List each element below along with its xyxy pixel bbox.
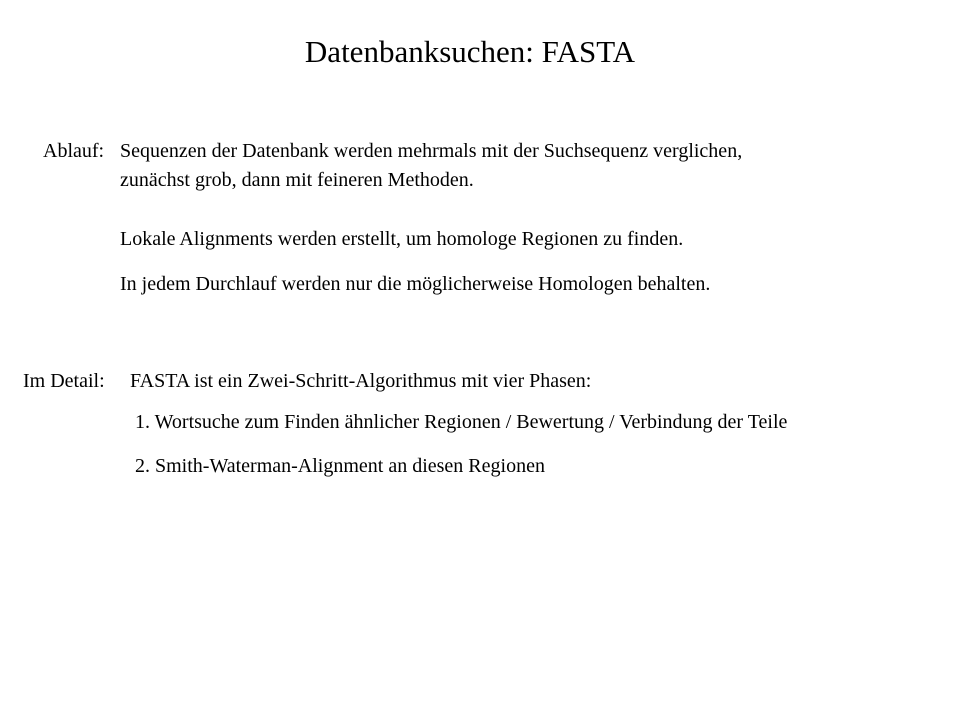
detail-step-2: 2. Smith-Waterman-Alignment an diesen Regionen xyxy=(135,455,545,477)
detail-step-1: 1. Wortsuche zum Finden ähnlicher Regionen / Bewertung / Verbindung der Teile xyxy=(135,411,788,433)
ablauf-point-homologs-kept: In jedem Durchlauf werden nur die möglicherweise Homologen behalten. xyxy=(120,273,711,295)
detail-label: Im Detail: xyxy=(23,370,105,392)
ablauf-point-local-alignments: Lokale Alignments werden erstellt, um homologe Regionen zu finden. xyxy=(120,228,684,250)
detail-intro: FASTA ist ein Zwei-Schritt-Algorithmus mit vier Phasen: xyxy=(130,370,592,392)
ablauf-text-line-1: Sequenzen der Datenbank werden mehrmals mit der Suchsequenz verglichen, xyxy=(120,140,743,162)
ablauf-label: Ablauf: xyxy=(43,140,105,162)
ablauf-text-line-2: zunächst grob, dann mit feineren Methoden. xyxy=(120,169,474,191)
slide-title: Datenbanksuchen: FASTA xyxy=(304,34,636,69)
